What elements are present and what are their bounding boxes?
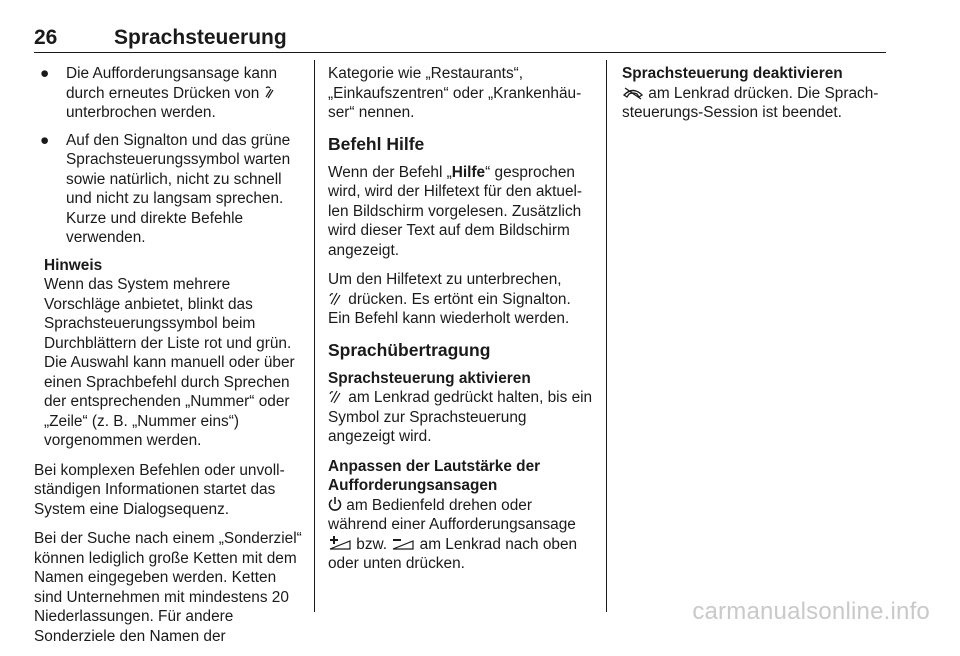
paragraph: Bei komplexen Befehlen oder unvollständigen Informationen startet das System eine Dialogsequenz. <box>34 461 285 518</box>
column-divider <box>314 60 315 612</box>
bullet-dot: ● <box>40 65 50 82</box>
section-heading: Befehl Hilfe <box>328 133 425 154</box>
subsection-heading: Sprachsteuerung deaktivieren <box>622 65 843 82</box>
page-number: 26 <box>34 26 58 49</box>
power-icon <box>328 496 342 512</box>
volume-up-icon <box>328 535 352 551</box>
column-3 <box>622 64 890 133</box>
paragraph: am Lenkrad gedrückt halten, bis ein Symbol zur Sprachsteuerung angezeigt wird. <box>328 389 593 445</box>
bullet-dot: ● <box>40 131 50 149</box>
paragraph: Um den Hilfetext zu unterbrechen, drücken. Es ertönt ein Signalton. Ein Befehl kann wiederholt werden. <box>328 271 571 327</box>
subsection-heading: Sprachsteuerung aktivieren <box>328 369 531 387</box>
voice-icon <box>328 290 344 306</box>
page-header <box>34 26 886 53</box>
column-2 <box>328 64 594 584</box>
voice-icon <box>328 388 344 404</box>
volume-down-icon <box>391 535 415 551</box>
watermark: carmanualsonline.info <box>692 598 930 625</box>
voice-icon <box>264 85 276 100</box>
hang-up-icon <box>622 86 644 100</box>
subsection-heading: Anpassen der Lautstärke der Aufforderungsansagen <box>328 457 541 494</box>
paragraph: Kategorie wie „Restaurants“, „Einkaufszentren“ oder „Krankenhäuser“ nennen. <box>328 65 582 121</box>
page-title: Sprachsteuerung <box>114 26 287 49</box>
paragraph: am Bedienfeld drehen oder während einer Aufforderungsansage bzw. am Lenkrad nach oben oder unten drücken. <box>328 496 578 572</box>
paragraph: Bei der Suche nach einem „Sonderziel“ können lediglich große Ketten mit dem Namen eingegeben werden. Ketten sind Unternehmen mit mindestens 20 Niederlassungen. Für andere Sonderziele den Namen der <box>34 530 302 645</box>
column-1 <box>34 64 302 656</box>
paragraph: Wenn der Befehl „Hilfe“ gesprochen wird, wird der Hilfetext für den aktuellen Bildschirm vorgelesen. Zusätzlich wird dieser Text auf dem Bildschirm angezeigt. <box>328 163 583 259</box>
note-text: Wenn das System mehrere Vorschläge anbietet, blinkt das Sprachsteuerungssymbol beim Durchblättern der Liste rot und grün. Die Auswahl kann manuell oder über einen Sprachbefehl durch Sprechen der entsprechenden „Nummer“ oder „Zeile“ (z. B. „Nummer eins“) vorgenommen werden. <box>44 276 295 449</box>
paragraph: am Lenkrad drücken. Die Sprachsteuerungs-Session ist beendet. <box>622 84 879 121</box>
note-title: Hinweis <box>44 256 103 274</box>
list-item: ● Auf den Signalton und das grüne Sprachsteuerungssymbol warten sowie natürlich, nicht zu schnell und nicht zu langsam sprechen. Kurze und direkte Befehle verwenden. <box>40 131 291 246</box>
list-item: ● Die Aufforderungsansage kann durch erneutes Drücken von unterbrochen werden. <box>40 65 278 121</box>
note-box <box>34 256 302 451</box>
section-heading: Sprachübertragung <box>328 339 491 360</box>
column-divider <box>606 60 607 612</box>
